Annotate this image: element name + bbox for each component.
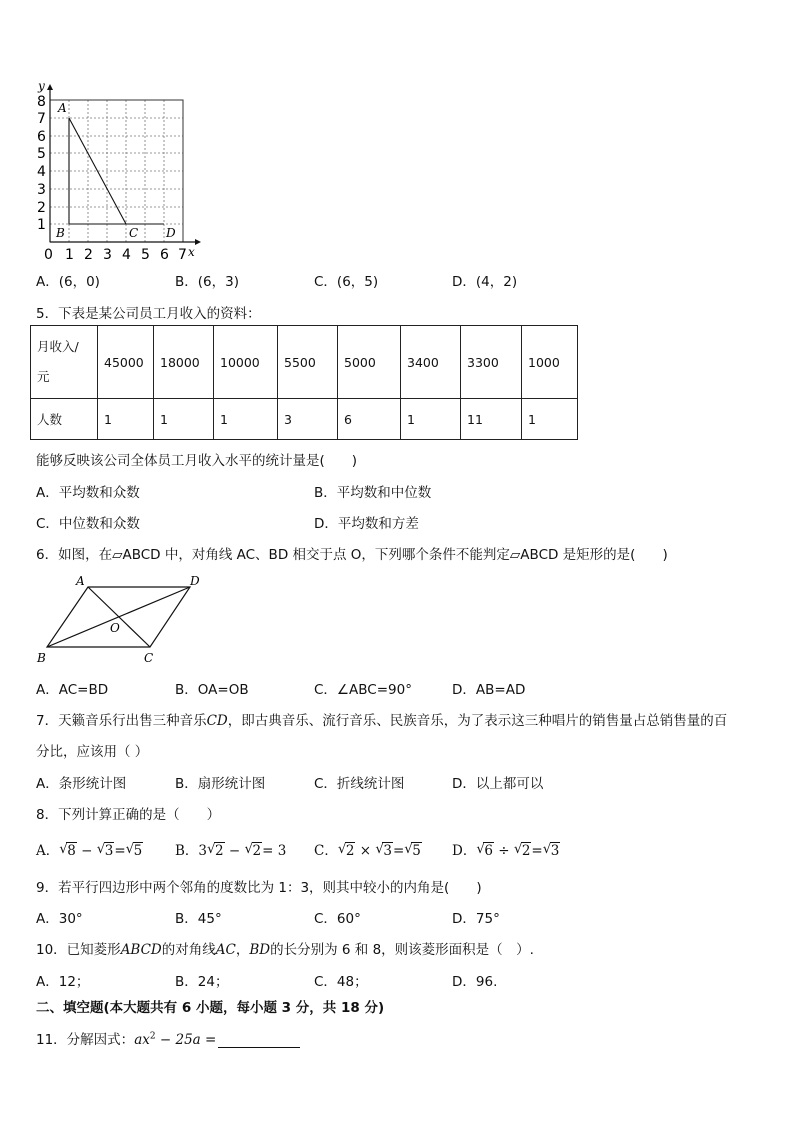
sqrt-expr: √ 3 xyxy=(97,843,115,859)
table-cell: 人数 xyxy=(31,399,98,440)
header-label-line2: 元 xyxy=(37,369,50,384)
table-row xyxy=(31,399,578,440)
x-tick-label: 1 xyxy=(65,247,74,263)
q11-line xyxy=(36,1028,300,1048)
header-label-line1: 月收入/ xyxy=(37,339,79,354)
y-tick-label: 3 xyxy=(37,182,46,198)
x-tick-label: 2 xyxy=(84,247,93,263)
y-axis-arrow xyxy=(47,84,53,90)
sqrt-expr: √ 2 xyxy=(338,843,356,859)
q6-option-b[interactable]: B．OA=OB xyxy=(175,682,249,698)
table-cell: 3 xyxy=(278,399,338,440)
q10-option-a[interactable]: A．12； xyxy=(36,974,90,990)
q8-title: 8．下列计算正确的是（ ） xyxy=(36,807,221,823)
parallelogram-figure xyxy=(30,570,210,670)
vertex-label-d: D xyxy=(190,574,200,588)
q5-option-b[interactable]: B．平均数和中位数 xyxy=(314,485,432,501)
segment-ac xyxy=(69,118,126,224)
sqrt-expr: √ 5 xyxy=(404,843,422,859)
q10-option-b[interactable]: B．24； xyxy=(175,974,229,990)
table-cell: 45000 xyxy=(98,326,154,399)
q10-bd: BD xyxy=(249,942,271,958)
y-axis-label: y xyxy=(38,79,45,93)
q8-option-b[interactable]: B．3√ 2 − √ 2= 3 xyxy=(175,839,286,859)
table-cell: 3400 xyxy=(401,326,461,399)
sqrt-expr: √ 3 xyxy=(543,843,561,859)
table-cell: 1 xyxy=(401,399,461,440)
sqrt-expr: √ 3 xyxy=(375,843,393,859)
vertex-label-a: A xyxy=(76,574,85,588)
y-tick-labels xyxy=(37,94,46,233)
q7-line1-suffix: ，即古典音乐、流行音乐、民族音乐，为了表示这三种唱片的销售量占总销售量的百 xyxy=(227,713,728,729)
q7-cd: CD xyxy=(206,713,228,729)
q5-question: 能够反映该公司全体员工月收入水平的统计量是( ) xyxy=(36,453,358,469)
q10-option-d[interactable]: D．96. xyxy=(452,974,498,990)
q11-expr: $ax^2 - 25a$ = xyxy=(134,1031,217,1048)
point-label-c: C xyxy=(129,226,139,240)
q7-option-d[interactable]: D．以上都可以 xyxy=(452,776,544,792)
q5-option-a[interactable]: A．平均数和众数 xyxy=(36,485,140,501)
q10-abcd: ABCD xyxy=(120,942,162,958)
point-label-d: D xyxy=(166,226,176,240)
section-2-title: 二、填空题(本大题共有 6 小题，每小题 3 分，共 18 分) xyxy=(36,1000,385,1016)
q7-line2: 分比，应该用（ ） xyxy=(36,744,149,760)
table-cell: 6 xyxy=(338,399,401,440)
grid-lines xyxy=(50,100,183,242)
x-axis-label: x xyxy=(188,245,195,259)
q8-option-a[interactable]: A．√ 8 − √ 3=√ 5 xyxy=(36,839,143,859)
table-cell: 1 xyxy=(98,399,154,440)
option-label: B． xyxy=(175,843,199,859)
y-tick-label: 5 xyxy=(37,146,46,162)
x-tick-label: 3 xyxy=(103,247,112,263)
q9-title: 9．若平行四边形中两个邻角的度数比为 1：3，则其中较小的内角是( ) xyxy=(36,880,482,896)
income-table xyxy=(30,325,578,440)
q7-line1-prefix: 7．天籁音乐行出售三种音乐 xyxy=(36,713,207,729)
sqrt-expr: √ 6 xyxy=(476,843,494,859)
y-tick-label: 6 xyxy=(37,129,46,145)
vertex-label-c: C xyxy=(144,651,154,665)
x-tick-labels xyxy=(44,247,187,263)
diagonal-bd xyxy=(47,587,190,647)
q7-option-b[interactable]: B．扇形统计图 xyxy=(175,776,266,792)
sqrt-expr: √ 2 xyxy=(514,843,532,859)
q5-option-d[interactable]: D．平均数和方差 xyxy=(314,516,419,532)
table-cell: 5500 xyxy=(278,326,338,399)
table-row xyxy=(31,326,578,399)
point-label-b: B xyxy=(56,226,65,240)
table-cell: 1 xyxy=(214,399,278,440)
x-tick-label: 7 xyxy=(178,247,187,263)
table-header-cell xyxy=(31,326,98,399)
table-cell: 18000 xyxy=(154,326,214,399)
q7-option-a[interactable]: A．条形统计图 xyxy=(36,776,127,792)
q11-answer-blank[interactable] xyxy=(218,1033,300,1048)
y-tick-label: 7 xyxy=(37,111,46,127)
q9-option-c[interactable]: C．60° xyxy=(314,911,361,927)
q4-option-b[interactable]: B．(6，3) xyxy=(175,274,239,290)
q11-prefix: 11．分解因式： xyxy=(36,1032,135,1048)
x-tick-label: 5 xyxy=(141,247,150,263)
y-tick-label: 1 xyxy=(37,217,46,233)
x-axis-arrow xyxy=(195,239,201,245)
q5-option-c[interactable]: C．中位数和众数 xyxy=(36,516,140,532)
q6-option-a[interactable]: A．AC=BD xyxy=(36,682,109,698)
q9-option-d[interactable]: D．75° xyxy=(452,911,500,927)
q6-option-c[interactable]: C．∠ABC=90° xyxy=(314,682,412,698)
y-tick-label: 8 xyxy=(37,94,46,110)
q10-option-c[interactable]: C．48； xyxy=(314,974,368,990)
q9-option-b[interactable]: B．45° xyxy=(175,911,222,927)
table-cell: 10000 xyxy=(214,326,278,399)
table-cell: 11 xyxy=(461,399,522,440)
q7-option-c[interactable]: C．折线统计图 xyxy=(314,776,405,792)
point-labels xyxy=(55,101,176,240)
center-label-o: O xyxy=(110,621,120,635)
sqrt-expr: √ 5 xyxy=(126,843,144,859)
table-cell: 1 xyxy=(154,399,214,440)
option-label: D． xyxy=(452,843,477,859)
x-tick-label: 4 xyxy=(122,247,131,263)
table-cell: 5000 xyxy=(338,326,401,399)
q7-line1 xyxy=(36,709,727,729)
q4-option-c[interactable]: C．(6，5) xyxy=(314,274,379,290)
q8-option-c[interactable]: C．√ 2 × √ 3=√ 5 xyxy=(314,839,422,859)
point-label-a: A xyxy=(58,101,67,115)
vertex-label-b: B xyxy=(37,651,46,665)
q8-option-d[interactable]: D．√ 6 ÷ √ 2=√ 3 xyxy=(452,839,560,859)
table-cell: 1000 xyxy=(522,326,578,399)
table-cell: 3300 xyxy=(461,326,522,399)
table-cell: 1 xyxy=(522,399,578,440)
q6-option-d[interactable]: D．AB=AD xyxy=(452,682,526,698)
q10-title: 10．已知菱形ABCD的对角线AC，BD的长分别为 6 和 8，则该菱形面积是（ ）. xyxy=(36,942,534,958)
coordinate-grid-figure xyxy=(30,78,205,263)
q5-title: 5．下表是某公司员工月收入的资料： xyxy=(36,306,261,322)
q4-option-d[interactable]: D．(4，2) xyxy=(452,274,518,290)
sqrt-expr: √ 2 xyxy=(245,843,263,859)
option-label: C． xyxy=(314,843,338,859)
sqrt-expr: √ 2 xyxy=(207,843,225,859)
q4-option-a[interactable]: A．(6，0) xyxy=(36,274,100,290)
x-tick-label: 6 xyxy=(160,247,169,263)
q10-ac: AC xyxy=(215,942,236,958)
sqrt-expr: √ 8 xyxy=(59,843,77,859)
option-label: A． xyxy=(36,843,60,859)
q9-option-a[interactable]: A．30° xyxy=(36,911,83,927)
x-tick-label: 0 xyxy=(44,247,53,263)
y-tick-label: 4 xyxy=(37,164,46,180)
q6-title: 6．如图，在▱ABCD 中，对角线 AC、BD 相交于点 O，下列哪个条件不能判定▱ABCD 是矩形的是( ) xyxy=(36,547,668,563)
y-tick-label: 2 xyxy=(37,200,46,216)
